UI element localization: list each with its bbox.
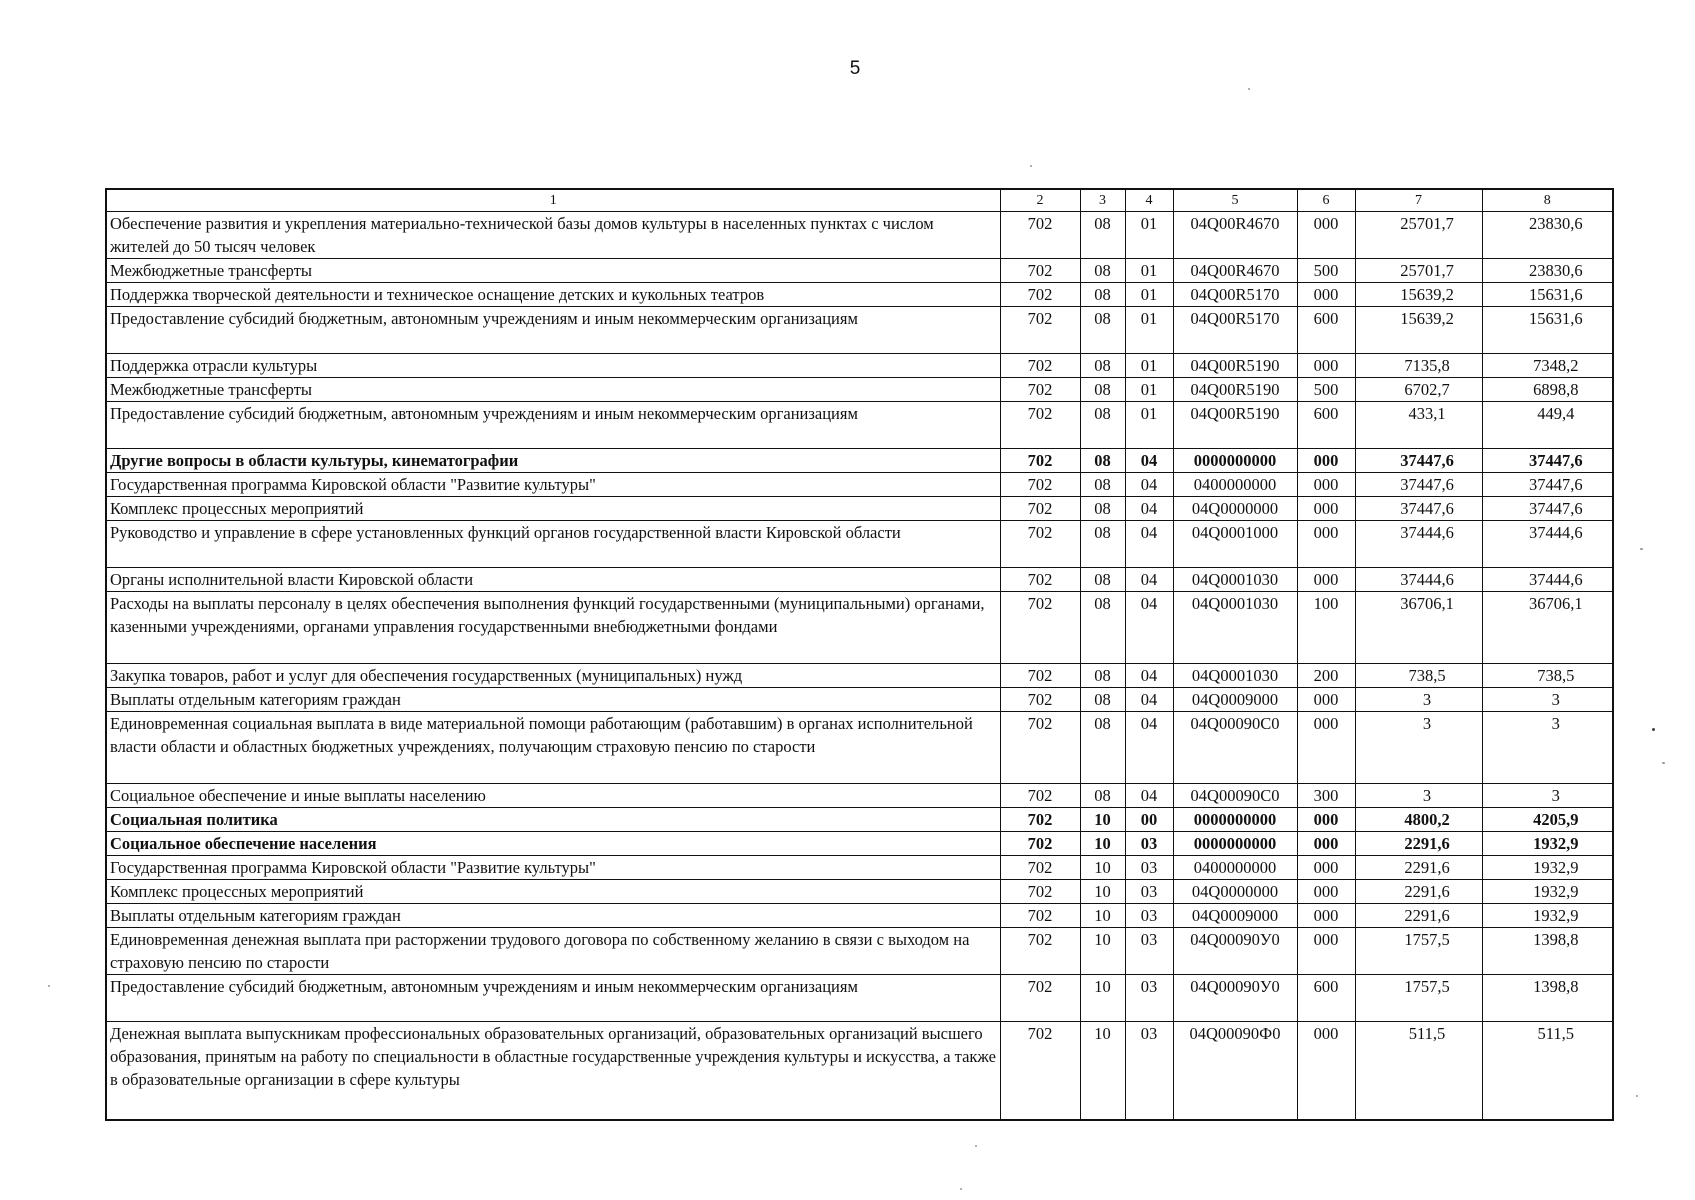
table-row (106, 712, 1613, 784)
row-value-col8: 23830,6 (1482, 212, 1613, 259)
row-code-subsection: 04 (1125, 497, 1173, 521)
row-code-target: 04Q00090C0 (1173, 784, 1297, 808)
header-col-8: 8 (1482, 189, 1613, 212)
row-code-target: 04Q00090У0 (1173, 928, 1297, 975)
row-code-section: 10 (1080, 928, 1125, 975)
row-code-subsection: 01 (1125, 259, 1173, 283)
row-value-col8: 1398,8 (1482, 975, 1613, 1022)
row-code-subsection: 01 (1125, 354, 1173, 378)
row-code-target: 04Q0009000 (1173, 688, 1297, 712)
header-col-6: 6 (1297, 189, 1355, 212)
row-code-expense-type: 600 (1297, 307, 1355, 354)
row-code-target: 0400000000 (1173, 856, 1297, 880)
row-value-col7: 2291,6 (1355, 880, 1482, 904)
scan-speck (960, 1188, 962, 1190)
row-value-col8: 36706,1 (1482, 592, 1613, 664)
row-code-admin: 702 (1000, 856, 1080, 880)
table-row (106, 1022, 1613, 1120)
table-row (106, 354, 1613, 378)
header-col-4: 4 (1125, 189, 1173, 212)
row-name: Денежная выплата выпускникам профессиональных образовательных организаций, образовательных организаций высшего образования, принятым на работу по специальности в областные государственные учреждения культуры и искусства, а также в образовательные организации в сфере культуры (106, 1022, 1000, 1120)
table-row (106, 592, 1613, 664)
row-name: Органы исполнительной власти Кировской области (106, 568, 1000, 592)
scan-speck (48, 985, 50, 987)
row-code-target: 04Q0009000 (1173, 904, 1297, 928)
row-name: Межбюджетные трансферты (106, 259, 1000, 283)
table-row (106, 259, 1613, 283)
row-code-subsection: 03 (1125, 856, 1173, 880)
table-row (106, 283, 1613, 307)
scan-speck (1652, 728, 1655, 731)
row-code-expense-type: 200 (1297, 664, 1355, 688)
row-code-subsection: 04 (1125, 688, 1173, 712)
row-name: Комплекс процессных мероприятий (106, 880, 1000, 904)
row-value-col8: 15631,6 (1482, 283, 1613, 307)
row-code-target: 04Q00090Ф0 (1173, 1022, 1297, 1120)
row-code-admin: 702 (1000, 378, 1080, 402)
row-code-section: 08 (1080, 354, 1125, 378)
row-code-section: 08 (1080, 784, 1125, 808)
row-value-col8: 15631,6 (1482, 307, 1613, 354)
row-code-expense-type: 600 (1297, 402, 1355, 449)
row-name: Единовременная социальная выплата в виде материальной помощи работающим (работавшим) в органах исполнительной власти области и областных бюджетных учреждениях, получающим страховую пенсию по старости (106, 712, 1000, 784)
table-row (106, 449, 1613, 473)
row-name: Другие вопросы в области культуры, кинематографии (106, 449, 1000, 473)
row-value-col7: 25701,7 (1355, 259, 1482, 283)
row-code-target: 04Q0000000 (1173, 497, 1297, 521)
row-value-col7: 37447,6 (1355, 449, 1482, 473)
row-code-subsection: 04 (1125, 521, 1173, 568)
header-row (106, 189, 1613, 212)
row-code-subsection: 01 (1125, 307, 1173, 354)
table-body (106, 212, 1613, 1120)
row-code-section: 08 (1080, 307, 1125, 354)
row-code-subsection: 04 (1125, 449, 1173, 473)
row-code-section: 08 (1080, 449, 1125, 473)
row-value-col8: 6898,8 (1482, 378, 1613, 402)
row-value-col7: 37447,6 (1355, 473, 1482, 497)
row-code-expense-type: 000 (1297, 568, 1355, 592)
row-code-expense-type: 000 (1297, 904, 1355, 928)
row-name: Расходы на выплаты персоналу в целях обеспечения выполнения функций государственными (муниципальными) органами, казенными учреждениями, органами управления государственными внебюджетными фондами (106, 592, 1000, 664)
row-value-col8: 37447,6 (1482, 473, 1613, 497)
row-code-target: 0000000000 (1173, 808, 1297, 832)
row-code-target: 04Q00090C0 (1173, 712, 1297, 784)
row-value-col7: 3 (1355, 688, 1482, 712)
row-code-target: 0000000000 (1173, 449, 1297, 473)
row-code-admin: 702 (1000, 283, 1080, 307)
row-value-col7: 433,1 (1355, 402, 1482, 449)
row-code-target: 04Q0000000 (1173, 880, 1297, 904)
row-code-expense-type: 000 (1297, 1022, 1355, 1120)
row-code-target: 04Q00R5190 (1173, 378, 1297, 402)
row-value-col7: 1757,5 (1355, 975, 1482, 1022)
row-code-subsection: 03 (1125, 832, 1173, 856)
row-value-col7: 2291,6 (1355, 904, 1482, 928)
row-code-admin: 702 (1000, 904, 1080, 928)
row-code-subsection: 04 (1125, 712, 1173, 784)
row-name: Руководство и управление в сфере установленных функций органов государственной власти Кировской области (106, 521, 1000, 568)
row-value-col8: 23830,6 (1482, 259, 1613, 283)
row-code-expense-type: 000 (1297, 832, 1355, 856)
row-code-expense-type: 000 (1297, 712, 1355, 784)
row-code-subsection: 04 (1125, 664, 1173, 688)
row-code-admin: 702 (1000, 259, 1080, 283)
row-code-section: 10 (1080, 880, 1125, 904)
table-row (106, 212, 1613, 259)
row-name: Закупка товаров, работ и услуг для обеспечения государственных (муниципальных) нужд (106, 664, 1000, 688)
row-name: Социальная политика (106, 808, 1000, 832)
row-name: Поддержка отрасли культуры (106, 354, 1000, 378)
row-code-expense-type: 000 (1297, 928, 1355, 975)
row-code-subsection: 04 (1125, 568, 1173, 592)
row-name: Межбюджетные трансферты (106, 378, 1000, 402)
row-code-expense-type: 000 (1297, 808, 1355, 832)
row-value-col7: 36706,1 (1355, 592, 1482, 664)
row-value-col8: 1398,8 (1482, 928, 1613, 975)
row-code-expense-type: 000 (1297, 283, 1355, 307)
table-row (106, 928, 1613, 975)
row-code-subsection: 04 (1125, 473, 1173, 497)
table-row (106, 904, 1613, 928)
row-value-col7: 15639,2 (1355, 283, 1482, 307)
row-code-target: 04Q00R5170 (1173, 307, 1297, 354)
row-code-target: 04Q0001000 (1173, 521, 1297, 568)
row-code-subsection: 03 (1125, 975, 1173, 1022)
scan-speck (1662, 762, 1665, 764)
row-code-expense-type: 000 (1297, 688, 1355, 712)
row-code-admin: 702 (1000, 473, 1080, 497)
row-value-col8: 37444,6 (1482, 521, 1613, 568)
row-code-target: 04Q00R5170 (1173, 283, 1297, 307)
table-row (106, 832, 1613, 856)
row-value-col8: 1932,9 (1482, 856, 1613, 880)
row-code-admin: 702 (1000, 307, 1080, 354)
row-code-subsection: 00 (1125, 808, 1173, 832)
row-value-col7: 15639,2 (1355, 307, 1482, 354)
table-row (106, 880, 1613, 904)
row-code-subsection: 01 (1125, 283, 1173, 307)
row-value-col7: 2291,6 (1355, 856, 1482, 880)
row-value-col8: 4205,9 (1482, 808, 1613, 832)
row-code-section: 08 (1080, 378, 1125, 402)
row-code-admin: 702 (1000, 784, 1080, 808)
row-code-expense-type: 000 (1297, 473, 1355, 497)
row-code-section: 08 (1080, 212, 1125, 259)
row-value-col8: 449,4 (1482, 402, 1613, 449)
row-code-expense-type: 000 (1297, 521, 1355, 568)
row-code-subsection: 01 (1125, 402, 1173, 449)
row-code-subsection: 03 (1125, 880, 1173, 904)
row-code-section: 08 (1080, 664, 1125, 688)
row-code-expense-type: 000 (1297, 856, 1355, 880)
table-row (106, 378, 1613, 402)
row-code-section: 10 (1080, 904, 1125, 928)
row-value-col7: 7135,8 (1355, 354, 1482, 378)
table-row (106, 688, 1613, 712)
table-row (106, 497, 1613, 521)
row-code-section: 08 (1080, 568, 1125, 592)
row-code-admin: 702 (1000, 402, 1080, 449)
budget-table (105, 188, 1614, 1121)
row-name: Социальное обеспечение населения (106, 832, 1000, 856)
row-code-expense-type: 000 (1297, 497, 1355, 521)
row-code-expense-type: 000 (1297, 449, 1355, 473)
row-code-subsection: 04 (1125, 784, 1173, 808)
row-code-target: 04Q0001030 (1173, 664, 1297, 688)
row-code-section: 08 (1080, 402, 1125, 449)
table-row (106, 784, 1613, 808)
scan-speck (975, 1145, 977, 1147)
row-code-admin: 702 (1000, 212, 1080, 259)
row-code-expense-type: 500 (1297, 259, 1355, 283)
header-col-2: 2 (1000, 189, 1080, 212)
row-value-col8: 3 (1482, 688, 1613, 712)
row-code-admin: 702 (1000, 1022, 1080, 1120)
row-value-col7: 511,5 (1355, 1022, 1482, 1120)
scan-speck (1640, 548, 1643, 550)
row-value-col7: 37444,6 (1355, 521, 1482, 568)
row-code-expense-type: 300 (1297, 784, 1355, 808)
table-row (106, 975, 1613, 1022)
row-value-col8: 738,5 (1482, 664, 1613, 688)
page-number: 5 (849, 58, 861, 79)
row-code-admin: 702 (1000, 712, 1080, 784)
row-code-section: 08 (1080, 283, 1125, 307)
row-value-col8: 1932,9 (1482, 904, 1613, 928)
row-code-admin: 702 (1000, 449, 1080, 473)
row-name: Выплаты отдельным категориям граждан (106, 688, 1000, 712)
table-row (106, 808, 1613, 832)
row-name: Поддержка творческой деятельности и техническое оснащение детских и кукольных театров (106, 283, 1000, 307)
row-code-admin: 702 (1000, 928, 1080, 975)
row-code-section: 10 (1080, 832, 1125, 856)
row-code-subsection: 03 (1125, 1022, 1173, 1120)
row-code-admin: 702 (1000, 664, 1080, 688)
row-value-col8: 37444,6 (1482, 568, 1613, 592)
row-code-target: 0400000000 (1173, 473, 1297, 497)
row-code-expense-type: 100 (1297, 592, 1355, 664)
row-code-subsection: 01 (1125, 378, 1173, 402)
row-name: Социальное обеспечение и иные выплаты населению (106, 784, 1000, 808)
row-value-col7: 37444,6 (1355, 568, 1482, 592)
row-code-admin: 702 (1000, 354, 1080, 378)
scan-speck (1248, 88, 1250, 90)
scan-speck (1636, 1095, 1638, 1097)
row-name: Государственная программа Кировской области "Развитие культуры" (106, 473, 1000, 497)
header-col-1: 1 (106, 189, 1000, 212)
row-code-expense-type: 000 (1297, 212, 1355, 259)
row-value-col7: 6702,7 (1355, 378, 1482, 402)
scan-speck (1030, 165, 1032, 167)
row-value-col8: 37447,6 (1482, 449, 1613, 473)
row-code-section: 08 (1080, 592, 1125, 664)
row-value-col7: 3 (1355, 784, 1482, 808)
row-value-col7: 1757,5 (1355, 928, 1482, 975)
row-code-admin: 702 (1000, 521, 1080, 568)
row-value-col8: 511,5 (1482, 1022, 1613, 1120)
row-value-col8: 1932,9 (1482, 880, 1613, 904)
row-value-col7: 2291,6 (1355, 832, 1482, 856)
row-code-section: 10 (1080, 856, 1125, 880)
row-code-admin: 702 (1000, 497, 1080, 521)
row-name: Предоставление субсидий бюджетным, автономным учреждениям и иным некоммерческим организациям (106, 307, 1000, 354)
table-row (106, 402, 1613, 449)
row-code-subsection: 01 (1125, 212, 1173, 259)
row-code-subsection: 03 (1125, 928, 1173, 975)
row-code-admin: 702 (1000, 568, 1080, 592)
row-value-col7: 4800,2 (1355, 808, 1482, 832)
row-code-section: 10 (1080, 975, 1125, 1022)
row-value-col8: 7348,2 (1482, 354, 1613, 378)
row-code-target: 04Q00090У0 (1173, 975, 1297, 1022)
header-col-5: 5 (1173, 189, 1297, 212)
row-code-target: 04Q0001030 (1173, 568, 1297, 592)
row-value-col7: 37447,6 (1355, 497, 1482, 521)
row-name: Комплекс процессных мероприятий (106, 497, 1000, 521)
row-name: Единовременная денежная выплата при расторжении трудового договора по собственному желанию в связи с выходом на страховую пенсию по старости (106, 928, 1000, 975)
table-row (106, 307, 1613, 354)
header-col-3: 3 (1080, 189, 1125, 212)
row-code-admin: 702 (1000, 592, 1080, 664)
row-name: Предоставление субсидий бюджетным, автономным учреждениям и иным некоммерческим организациям (106, 402, 1000, 449)
row-name: Предоставление субсидий бюджетным, автономным учреждениям и иным некоммерческим организациям (106, 975, 1000, 1022)
row-name: Обеспечение развития и укрепления материально-технической базы домов культуры в населенных пунктах с числом жителей до 50 тысяч человек (106, 212, 1000, 259)
row-value-col7: 738,5 (1355, 664, 1482, 688)
row-code-subsection: 04 (1125, 592, 1173, 664)
row-code-target: 04Q00R5190 (1173, 354, 1297, 378)
row-code-section: 08 (1080, 497, 1125, 521)
row-code-admin: 702 (1000, 808, 1080, 832)
row-code-target: 04Q00R5190 (1173, 402, 1297, 449)
row-code-admin: 702 (1000, 880, 1080, 904)
row-code-target: 0000000000 (1173, 832, 1297, 856)
row-name: Государственная программа Кировской области "Развитие культуры" (106, 856, 1000, 880)
row-value-col8: 37447,6 (1482, 497, 1613, 521)
row-code-section: 08 (1080, 473, 1125, 497)
row-code-admin: 702 (1000, 832, 1080, 856)
row-code-target: 04Q00R4670 (1173, 212, 1297, 259)
row-code-expense-type: 000 (1297, 880, 1355, 904)
table-row (106, 664, 1613, 688)
row-value-col8: 3 (1482, 784, 1613, 808)
row-code-section: 08 (1080, 688, 1125, 712)
row-code-target: 04Q0001030 (1173, 592, 1297, 664)
row-value-col8: 3 (1482, 712, 1613, 784)
row-code-section: 10 (1080, 808, 1125, 832)
row-value-col8: 1932,9 (1482, 832, 1613, 856)
table-row (106, 568, 1613, 592)
row-code-subsection: 03 (1125, 904, 1173, 928)
row-code-expense-type: 600 (1297, 975, 1355, 1022)
table-row (106, 521, 1613, 568)
row-code-expense-type: 500 (1297, 378, 1355, 402)
row-code-admin: 702 (1000, 975, 1080, 1022)
row-code-admin: 702 (1000, 688, 1080, 712)
row-value-col7: 3 (1355, 712, 1482, 784)
row-code-section: 08 (1080, 259, 1125, 283)
header-col-7: 7 (1355, 189, 1482, 212)
row-code-section: 08 (1080, 712, 1125, 784)
row-code-target: 04Q00R4670 (1173, 259, 1297, 283)
table-row (106, 473, 1613, 497)
row-code-section: 08 (1080, 521, 1125, 568)
table-row (106, 856, 1613, 880)
row-value-col7: 25701,7 (1355, 212, 1482, 259)
row-code-section: 10 (1080, 1022, 1125, 1120)
row-code-expense-type: 000 (1297, 354, 1355, 378)
row-name: Выплаты отдельным категориям граждан (106, 904, 1000, 928)
